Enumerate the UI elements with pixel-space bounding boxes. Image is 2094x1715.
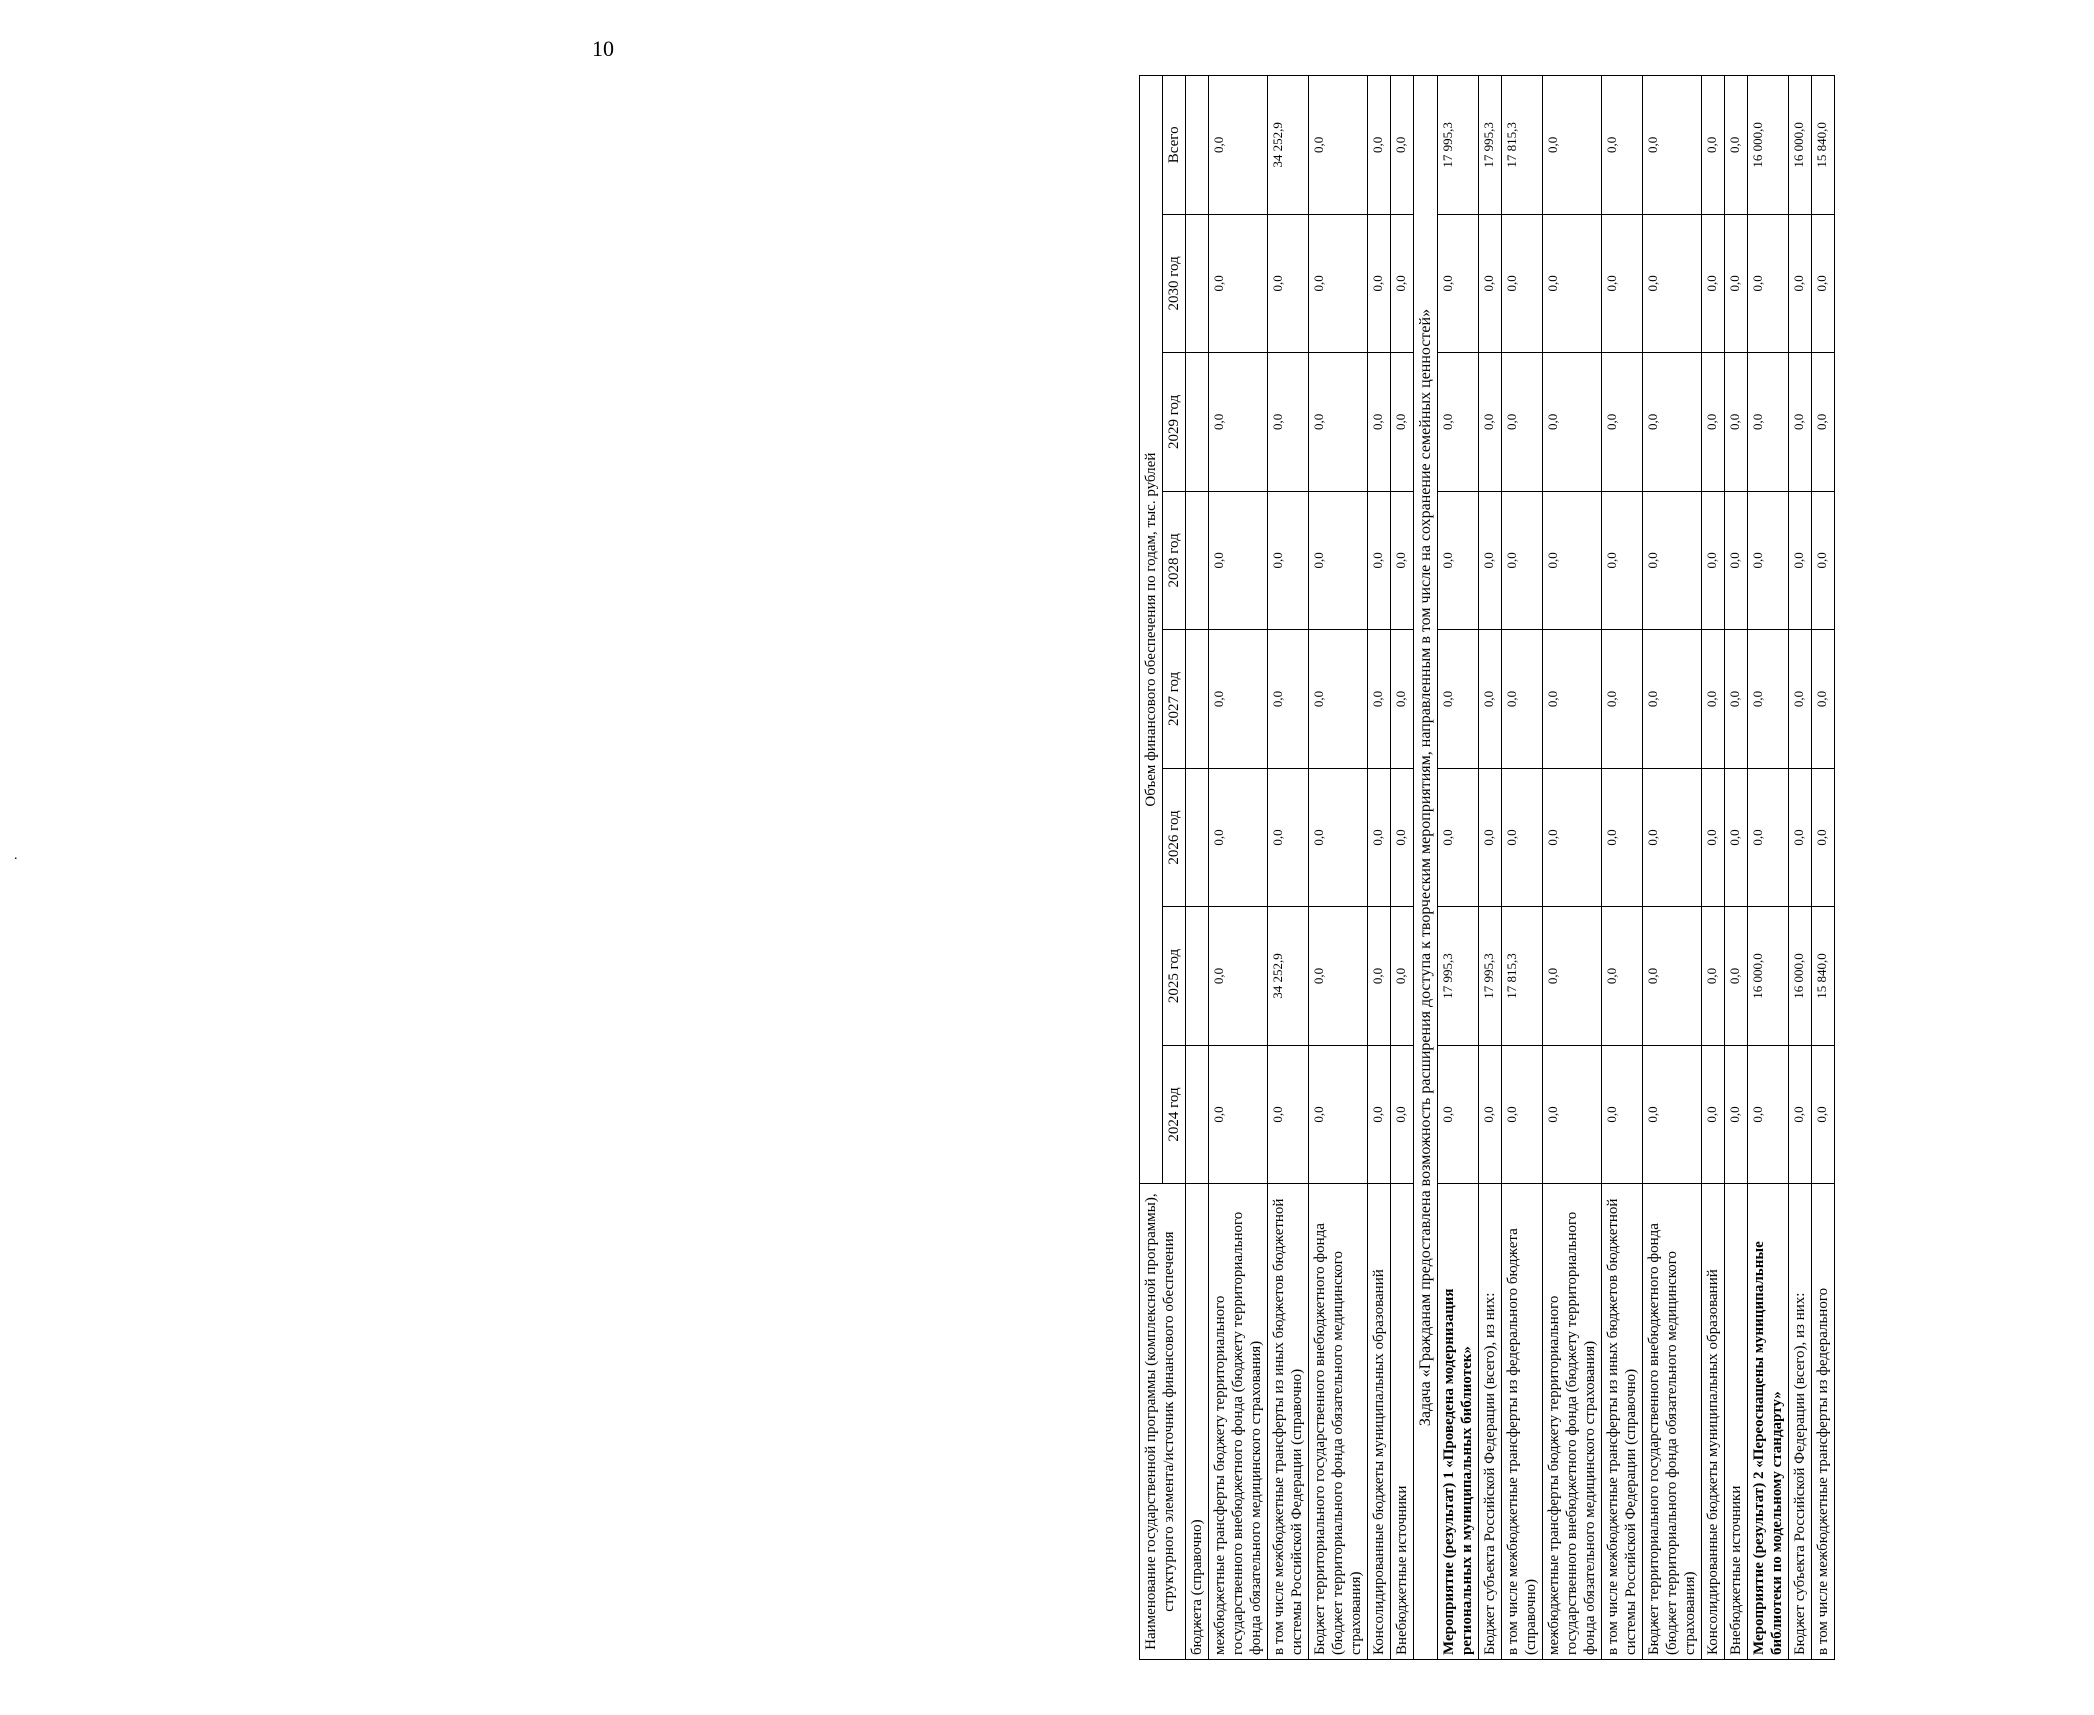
table-row [1725,76,1748,1660]
value-cell: 17 995,3 [1438,76,1479,215]
table-body [1186,76,1835,1660]
table-row [1502,76,1543,1660]
value-cell: 0,0 [1725,1045,1748,1184]
value-cell: 15 840,0 [1812,76,1835,215]
value-cell [1186,76,1209,215]
value-cell [1186,214,1209,353]
value-cell: 0,0 [1309,76,1368,215]
value-cell: 0,0 [1268,1045,1309,1184]
value-cell: 0,0 [1748,1045,1789,1184]
value-cell: 0,0 [1702,907,1725,1046]
value-cell: 34 252,9 [1268,907,1309,1046]
value-cell: 15 840,0 [1812,907,1835,1046]
row-label: Внебюджетные источники [1391,1184,1414,1660]
table-row [1702,76,1725,1660]
value-cell: 0,0 [1268,353,1309,492]
value-cell: 0,0 [1543,630,1602,769]
value-cell [1186,630,1209,769]
value-cell: 0,0 [1502,630,1543,769]
value-cell: 0,0 [1643,630,1702,769]
value-cell: 0,0 [1391,76,1414,215]
value-cell: 0,0 [1812,353,1835,492]
value-cell: 0,0 [1268,768,1309,907]
page-number: 10 [592,36,614,61]
value-cell: 0,0 [1602,630,1643,769]
activity-row [1438,76,1479,1660]
value-cell: 0,0 [1602,1045,1643,1184]
header-row-top [1140,76,1163,1660]
value-cell: 0,0 [1543,491,1602,630]
value-cell: 0,0 [1702,353,1725,492]
value-cell: 17 815,3 [1502,76,1543,215]
value-cell: 0,0 [1643,1045,1702,1184]
year-header: 2024 год [1163,1045,1186,1184]
value-cell: 34 252,9 [1268,76,1309,215]
value-cell: 0,0 [1502,768,1543,907]
value-cell: 0,0 [1391,353,1414,492]
value-cell: 0,0 [1438,1045,1479,1184]
value-cell: 0,0 [1643,768,1702,907]
value-cell: 0,0 [1479,353,1502,492]
value-cell: 0,0 [1391,1045,1414,1184]
year-header: 2025 год [1163,907,1186,1046]
table-row [1309,76,1368,1660]
value-cell: 17 815,3 [1502,907,1543,1046]
value-cell: 0,0 [1209,1045,1268,1184]
value-cell: 0,0 [1602,768,1643,907]
value-cell: 0,0 [1309,214,1368,353]
value-cell: 0,0 [1789,768,1812,907]
value-cell: 0,0 [1725,491,1748,630]
value-cell: 0,0 [1789,630,1812,769]
row-label: Бюджет субъекта Российской Федерации (всего), из них: [1789,1184,1812,1660]
value-cell: 0,0 [1209,768,1268,907]
table-row [1602,76,1643,1660]
value-cell: 0,0 [1543,768,1602,907]
value-cell: 0,0 [1748,630,1789,769]
value-cell: 17 995,3 [1479,907,1502,1046]
table-row [1368,76,1391,1660]
row-label: Мероприятие (результат) 2 «Переоснащены муниципальные библиотеки по модельному стандарту» [1748,1184,1789,1660]
value-cell: 0,0 [1368,214,1391,353]
value-cell: 0,0 [1391,630,1414,769]
task-label: Задача «Гражданам предоставлена возможность расширения доступа к творческим мероприятиям, направленным в том числе на сохранение семейных ценностей» [1414,76,1438,1660]
value-cell: 0,0 [1789,353,1812,492]
value-cell: 0,0 [1502,353,1543,492]
value-cell: 0,0 [1268,214,1309,353]
row-label: Консолидированные бюджеты муниципальных образований [1702,1184,1725,1660]
value-cell: 0,0 [1479,214,1502,353]
value-cell: 0,0 [1438,768,1479,907]
row-label: межбюджетные трансферты бюджету территориального государственного внебюджетного фонда (бюджету территориального фонда обязательного медицинского страхования) [1543,1184,1602,1660]
year-header: Всего [1163,76,1186,215]
value-cell: 16 000,0 [1748,907,1789,1046]
row-label: Мероприятие (результат) 1 «Проведена модернизация региональных и муниципальных библиотек» [1438,1184,1479,1660]
value-cell: 17 995,3 [1479,76,1502,215]
table-row [1268,76,1309,1660]
value-cell: 0,0 [1209,630,1268,769]
value-cell: 0,0 [1602,76,1643,215]
value-cell: 0,0 [1479,630,1502,769]
value-cell: 0,0 [1602,907,1643,1046]
table-row [1186,76,1209,1660]
value-cell: 16 000,0 [1789,907,1812,1046]
value-cell: 0,0 [1502,491,1543,630]
rotated-table-container [1139,75,2094,1660]
row-label: бюджета (справочно) [1186,1184,1209,1660]
value-cell: 0,0 [1543,214,1602,353]
activity-row [1748,76,1789,1660]
row-label: в том числе межбюджетные трансферты из федерального бюджета (справочно) [1502,1184,1543,1660]
value-cell: 0,0 [1209,907,1268,1046]
value-cell: 0,0 [1368,76,1391,215]
financing-table [1139,75,1835,1660]
value-cell: 0,0 [1789,214,1812,353]
task-row [1414,76,1438,1660]
value-cell: 0,0 [1479,1045,1502,1184]
value-cell: 0,0 [1725,76,1748,215]
value-cell: 0,0 [1543,1045,1602,1184]
value-cell: 0,0 [1748,214,1789,353]
table-row [1209,76,1268,1660]
table-row [1812,76,1835,1660]
value-cell: 0,0 [1309,630,1368,769]
value-cell: 0,0 [1543,907,1602,1046]
value-cell: 0,0 [1368,491,1391,630]
value-cell: 0,0 [1502,214,1543,353]
table-row [1391,76,1414,1660]
value-cell: 0,0 [1643,907,1702,1046]
value-cell: 0,0 [1438,491,1479,630]
value-cell: 0,0 [1702,630,1725,769]
value-cell: 0,0 [1602,491,1643,630]
year-header: 2026 год [1163,768,1186,907]
value-cell: 0,0 [1209,76,1268,215]
value-cell: 0,0 [1309,353,1368,492]
value-cell: 0,0 [1438,214,1479,353]
value-cell: 0,0 [1438,630,1479,769]
value-cell: 0,0 [1368,630,1391,769]
value-cell: 0,0 [1702,76,1725,215]
value-cell: 0,0 [1643,491,1702,630]
value-cell: 0,0 [1602,214,1643,353]
value-cell: 0,0 [1702,491,1725,630]
row-label: в том числе межбюджетные трансферты из иных бюджетов бюджетной системы Российской Федерации (справочно) [1268,1184,1309,1660]
year-header: 2029 год [1163,353,1186,492]
value-cell: 0,0 [1702,1045,1725,1184]
value-cell: 0,0 [1812,491,1835,630]
value-cell: 0,0 [1391,491,1414,630]
value-cell: 0,0 [1748,768,1789,907]
value-cell: 0,0 [1702,214,1725,353]
value-cell: 0,0 [1268,630,1309,769]
value-cell: 0,0 [1368,353,1391,492]
year-header: 2028 год [1163,491,1186,630]
value-cell: 0,0 [1391,907,1414,1046]
value-cell: 0,0 [1602,353,1643,492]
value-cell [1186,907,1209,1046]
value-cell: 0,0 [1268,491,1309,630]
table-row [1479,76,1502,1660]
margin-dot: . [14,848,18,863]
row-label: межбюджетные трансферты бюджету территориального государственного внебюджетного фонда (бюджету территориального фонда обязательного медицинского страхования) [1209,1184,1268,1660]
value-cell: 0,0 [1702,768,1725,907]
year-header: 2030 год [1163,214,1186,353]
value-cell: 0,0 [1209,353,1268,492]
row-label: в том числе межбюджетные трансферты из иных бюджетов бюджетной системы Российской Федерации (справочно) [1602,1184,1643,1660]
table-row [1789,76,1812,1660]
value-cell: 0,0 [1812,1045,1835,1184]
row-label: Бюджет территориального государственного внебюджетного фонда (бюджет территориального фонда обязательного медицинского страхования) [1309,1184,1368,1660]
value-cell: 17 995,3 [1438,907,1479,1046]
value-cell: 0,0 [1209,214,1268,353]
table-header [1140,76,1186,1660]
value-cell [1186,491,1209,630]
value-cell: 0,0 [1209,491,1268,630]
row-label: Консолидированные бюджеты муниципальных образований [1368,1184,1391,1660]
value-cell: 0,0 [1725,630,1748,769]
row-label: Бюджет субъекта Российской Федерации (всего), из них: [1479,1184,1502,1660]
value-cell: 0,0 [1438,353,1479,492]
value-cell: 0,0 [1368,1045,1391,1184]
value-cell: 0,0 [1391,214,1414,353]
value-cell: 0,0 [1479,491,1502,630]
value-cell: 16 000,0 [1748,76,1789,215]
value-cell: 0,0 [1812,768,1835,907]
value-cell: 16 000,0 [1789,76,1812,215]
value-cell [1186,1045,1209,1184]
value-cell: 0,0 [1643,214,1702,353]
value-cell: 0,0 [1543,353,1602,492]
value-cell: 0,0 [1812,214,1835,353]
value-cell: 0,0 [1368,768,1391,907]
value-cell: 0,0 [1543,76,1602,215]
value-cell: 0,0 [1502,1045,1543,1184]
value-cell: 0,0 [1748,353,1789,492]
row-label: в том числе межбюджетные трансферты из федерального [1812,1184,1835,1660]
value-cell: 0,0 [1789,491,1812,630]
value-cell: 0,0 [1643,353,1702,492]
value-cell: 0,0 [1309,491,1368,630]
value-cell: 0,0 [1789,1045,1812,1184]
value-cell: 0,0 [1309,1045,1368,1184]
row-label: Бюджет территориального государственного внебюджетного фонда (бюджет территориального фонда обязательного медицинского страхования) [1643,1184,1702,1660]
value-cell: 0,0 [1368,907,1391,1046]
value-cell: 0,0 [1748,491,1789,630]
header-volume-cell: Объем финансового обеспечения по годам, тыс. рублей [1140,76,1163,1184]
value-cell: 0,0 [1391,768,1414,907]
value-cell [1186,353,1209,492]
year-header: 2027 год [1163,630,1186,769]
value-cell: 0,0 [1479,768,1502,907]
table-row [1543,76,1602,1660]
value-cell: 0,0 [1725,907,1748,1046]
value-cell: 0,0 [1309,907,1368,1046]
value-cell: 0,0 [1309,768,1368,907]
table-row [1643,76,1702,1660]
row-label: Внебюджетные источники [1725,1184,1748,1660]
value-cell: 0,0 [1812,630,1835,769]
value-cell: 0,0 [1725,214,1748,353]
value-cell [1186,768,1209,907]
value-cell: 0,0 [1725,768,1748,907]
value-cell: 0,0 [1725,353,1748,492]
value-cell: 0,0 [1643,76,1702,215]
header-name-cell: Наименование государственной программы (комплексной программы), структурного элемента/источник финансового обеспечения [1140,1184,1186,1660]
